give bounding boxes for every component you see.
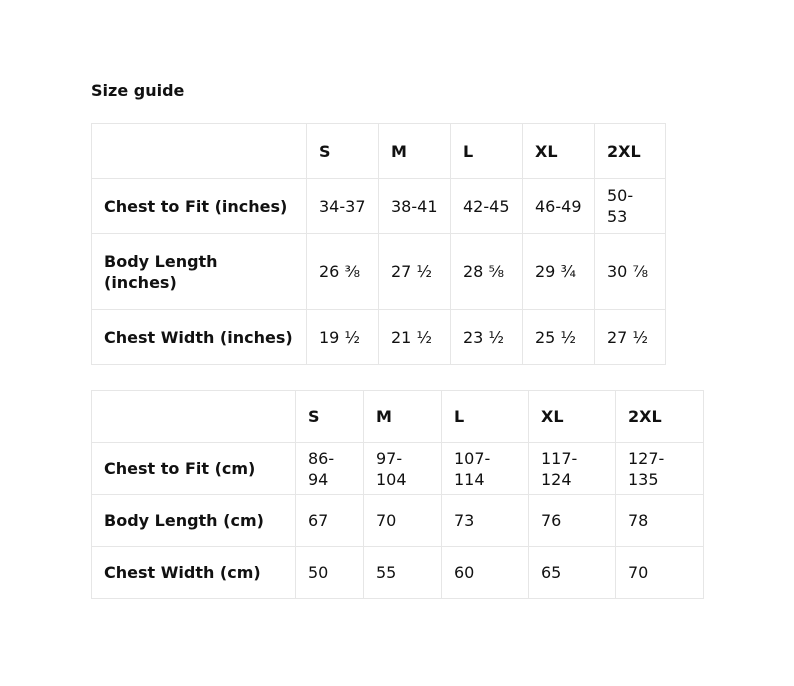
row-label: Chest Width (inches) bbox=[92, 310, 307, 365]
table-cell: 19 ½ bbox=[307, 310, 379, 365]
table-cell: 107-114 bbox=[442, 443, 529, 495]
table-cell: 21 ½ bbox=[379, 310, 451, 365]
table-cell: 67 bbox=[296, 495, 364, 547]
header-cell-l: L bbox=[451, 124, 523, 179]
table-cell: 127-135 bbox=[616, 443, 704, 495]
table-cell: 76 bbox=[529, 495, 616, 547]
size-table-inches bbox=[91, 123, 666, 365]
row-label: Chest Width (cm) bbox=[92, 547, 296, 599]
table-cell: 60 bbox=[442, 547, 529, 599]
table-cell: 50-53 bbox=[595, 179, 666, 234]
row-label: Chest to Fit (cm) bbox=[92, 443, 296, 495]
header-cell-s: S bbox=[296, 391, 364, 443]
table-cell: 25 ½ bbox=[523, 310, 595, 365]
size-table-cm bbox=[91, 390, 704, 599]
table-row bbox=[92, 179, 666, 234]
table-cell: 23 ½ bbox=[451, 310, 523, 365]
table-cell: 70 bbox=[616, 547, 704, 599]
table-row bbox=[92, 547, 704, 599]
table-cell: 30 ⅞ bbox=[595, 234, 666, 310]
table-row bbox=[92, 495, 704, 547]
table-cell: 46-49 bbox=[523, 179, 595, 234]
header-cell-m: M bbox=[379, 124, 451, 179]
table-cell: 55 bbox=[364, 547, 442, 599]
table-row bbox=[92, 443, 704, 495]
table-cell: 97-104 bbox=[364, 443, 442, 495]
table-cell: 50 bbox=[296, 547, 364, 599]
header-cell-xl: XL bbox=[529, 391, 616, 443]
table-cell: 38-41 bbox=[379, 179, 451, 234]
header-cell-2xl: 2XL bbox=[595, 124, 666, 179]
header-cell-l: L bbox=[442, 391, 529, 443]
table-cell: 26 ⅜ bbox=[307, 234, 379, 310]
table-cell: 27 ½ bbox=[595, 310, 666, 365]
table-cell: 65 bbox=[529, 547, 616, 599]
row-label: Body Length (cm) bbox=[92, 495, 296, 547]
table-cell: 117-124 bbox=[529, 443, 616, 495]
table-header-row bbox=[92, 124, 666, 179]
table-cell: 29 ¾ bbox=[523, 234, 595, 310]
header-cell-xl: XL bbox=[523, 124, 595, 179]
table-cell: 34-37 bbox=[307, 179, 379, 234]
table-row bbox=[92, 310, 666, 365]
row-label: Chest to Fit (inches) bbox=[92, 179, 307, 234]
header-cell-empty bbox=[92, 391, 296, 443]
table-cell: 70 bbox=[364, 495, 442, 547]
table-row bbox=[92, 234, 666, 310]
table-cell: 86-94 bbox=[296, 443, 364, 495]
table-cell: 42-45 bbox=[451, 179, 523, 234]
header-cell-empty bbox=[92, 124, 307, 179]
header-cell-2xl: 2XL bbox=[616, 391, 704, 443]
table-cell: 78 bbox=[616, 495, 704, 547]
header-cell-m: M bbox=[364, 391, 442, 443]
table-cell: 27 ½ bbox=[379, 234, 451, 310]
header-cell-s: S bbox=[307, 124, 379, 179]
page-title: Size guide bbox=[91, 81, 185, 100]
row-label: Body Length (inches) bbox=[92, 234, 307, 310]
table-header-row bbox=[92, 391, 704, 443]
table-cell: 73 bbox=[442, 495, 529, 547]
table-cell: 28 ⅝ bbox=[451, 234, 523, 310]
